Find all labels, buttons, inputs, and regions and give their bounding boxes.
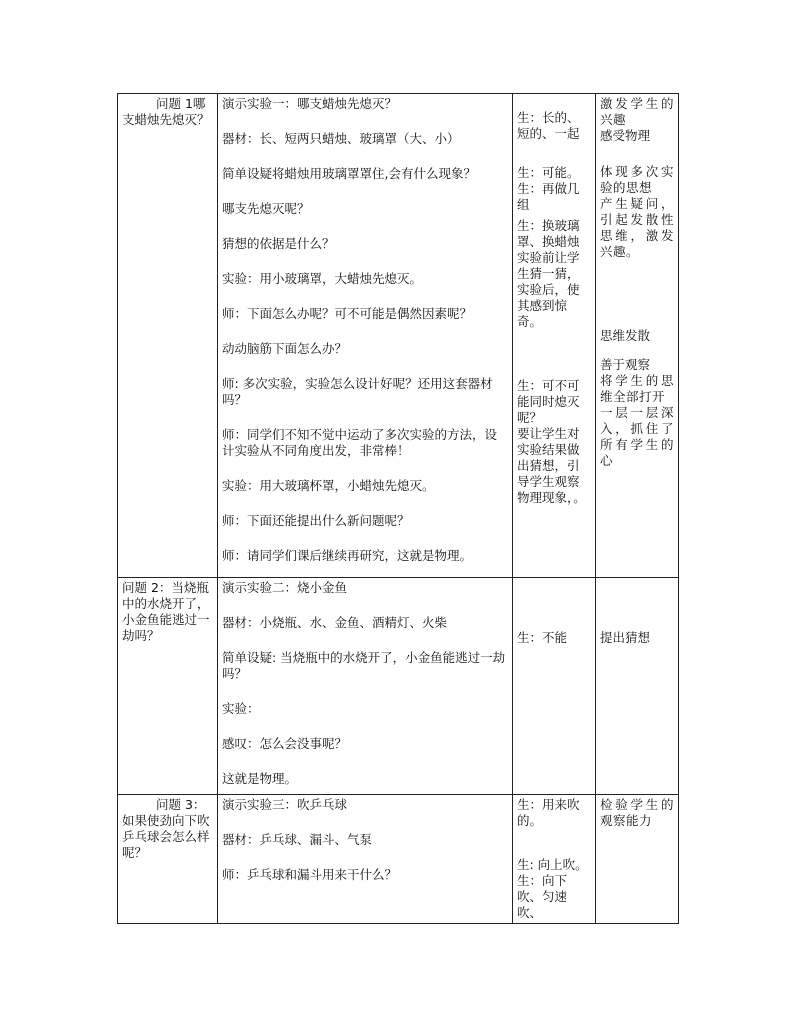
student-response: 生：可不可能同时熄灭呢？ [517,378,580,425]
student-response: 生：换玻璃罩、换蜡烛实验前让学生猜一猜，实验后，使其感到惊奇。 [517,218,580,329]
content-line: 实验： [222,701,260,716]
question-cell [118,578,218,795]
question-text: 问题 2：当烧瓶中的水烧开了，小金鱼能逃过一劫吗？ [122,580,210,643]
student-cell [513,94,596,578]
content-line: 实验：用大玻璃杯罩，小蜡烛先熄灭。 [222,478,435,493]
content-line: 动动脑筋下面怎么办？ [222,341,348,356]
content-line: 哪支先熄灭呢？ [222,201,310,216]
student-response: 生：再做几组 [517,181,580,212]
content-line: 简单设疑: 当烧瓶中的水烧开了，小金鱼能逃过一劫吗？ [222,650,506,681]
table-row [118,578,679,795]
design-intent: 善于观察 [600,357,651,372]
student-response: 生：用来吹的。 [517,797,580,828]
question-text: 问题 1哪支蜡烛先熄灭？ [122,96,210,127]
student-response: 生：长的、短的、一起 [517,110,580,141]
design-intent: 激发学生的兴趣 [600,96,674,127]
content-line: 器材：长、短两只蜡烛、玻璃罩（大、小） [222,131,460,146]
design-intent: 思维发散 [600,328,651,343]
design-intent: 体现多次实验的思想 [600,164,674,195]
table-row [118,94,679,578]
content-line: 演示实验二：烧小金鱼 [222,580,348,595]
student-response: 要让学生对实验结果做出猜想，引导学生观察物理现象，。 [517,426,586,505]
question-cell [118,795,218,924]
content-line: 演示实验一：哪支蜡烛先熄灭？ [222,96,398,111]
student-cell [513,795,596,924]
content-line: 实验：用小玻璃罩，大蜡烛先熄灭。 [222,271,423,286]
content-line: 器材：小烧瓶、水、金鱼、酒精灯、火柴 [222,615,448,630]
lesson-plan-table [117,93,679,924]
design-intent: 感受物理 [600,128,651,143]
content-cell [218,795,513,924]
design-intent: 一层一层深入，抓住了所有学生的心 [600,405,674,468]
content-line: 师：同学们不知不觉中运动了多次实验的方法，设计实验从不同角度出发，非常棒！ [222,427,498,458]
student-response: 生：可能。 [517,165,580,180]
content-line: 师：下面怎么办呢？可不可能是偶然因素呢？ [222,306,473,321]
content-line: 师：下面还能提出什么新问题呢？ [222,513,410,528]
content-line: 师：乒乓球和漏斗用来干什么？ [222,867,398,882]
content-line: 器材：乒乓球、漏斗、气泵 [222,832,373,847]
content-line: 师：请同学们课后继续再研究，这就是物理。 [222,548,473,563]
question-text: 问题 3：如果使劲向下吹乒乓球会怎么样呢？ [122,797,210,860]
content-line: 演示实验三：吹乒乓球 [222,797,348,812]
content-line: 简单设疑将蜡烛用玻璃罩罩住,会有什么现象？ [222,166,476,181]
design-intent: 提出猜想 [600,630,651,645]
intent-cell [596,94,679,578]
student-cell [513,578,596,795]
student-response: 生：不能 [517,630,568,645]
intent-cell [596,578,679,795]
content-cell [218,94,513,578]
student-response: 生: 向上吹。 [517,857,588,872]
question-cell [118,94,218,578]
intent-cell [596,795,679,924]
design-intent: 将学生的思维全部打开 [600,373,674,404]
content-line: 猜想的依据是什么？ [222,236,335,251]
design-intent: 检验学生的观察能力 [600,797,674,828]
student-response: 生：向下吹、匀速吹、 [517,873,568,920]
content-line: 师: 多次实验，实验怎么设计好呢？还用这套器材吗？ [222,376,493,407]
design-intent: 产生疑问，引起发散性思维，激发兴趣。 [600,196,674,259]
table-row [118,795,679,924]
content-line: 感叹：怎么会没事呢？ [222,736,348,751]
content-cell [218,578,513,795]
content-line: 这就是物理。 [222,771,298,786]
